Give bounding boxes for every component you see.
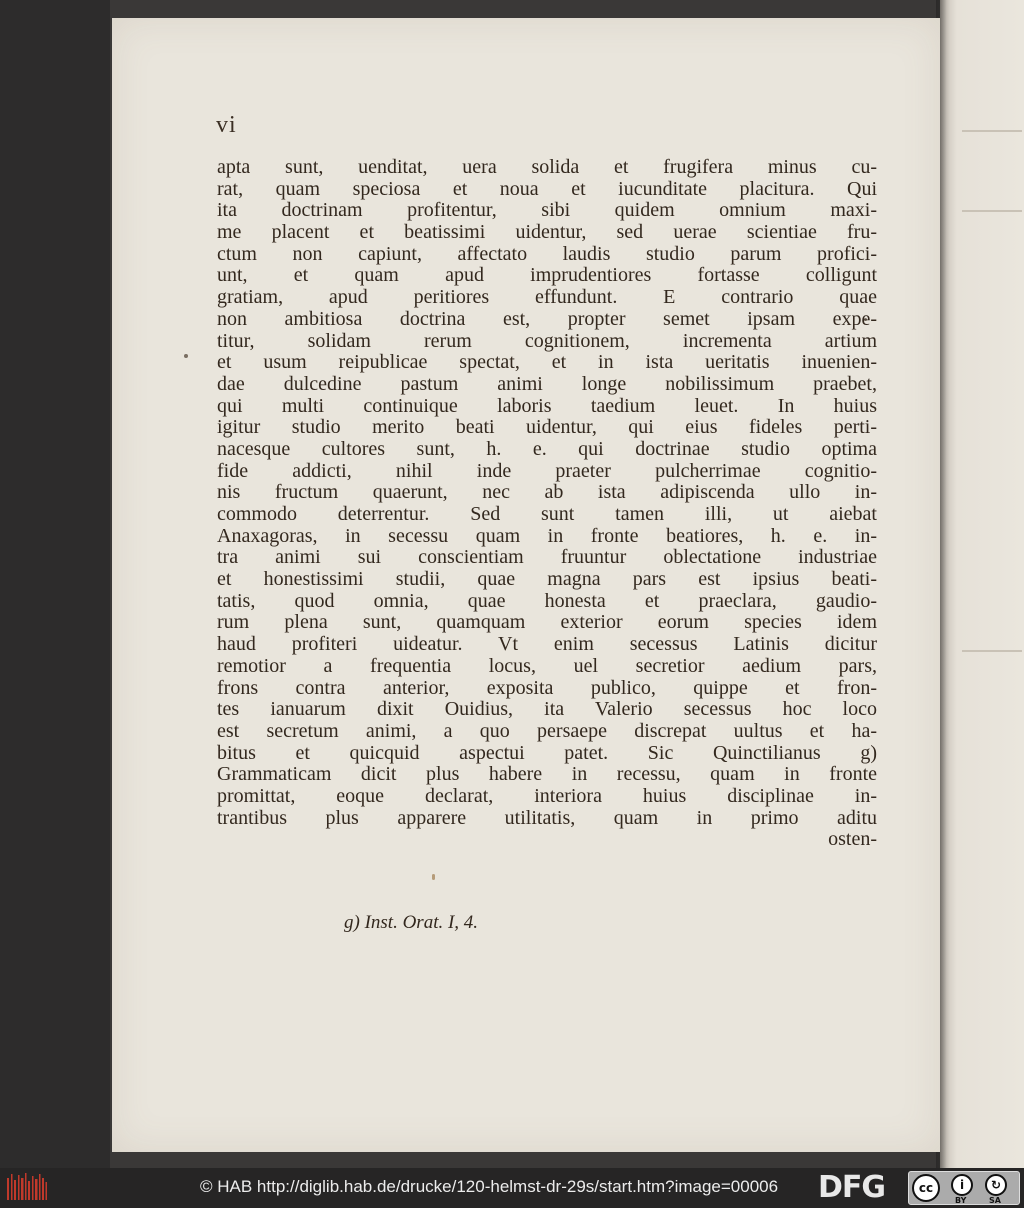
text-line: qui multi continuique laboris taedium leuet. In huius xyxy=(217,394,877,417)
text-line: dae dulcedine pastum animi longe nobilissimum praebet, xyxy=(217,372,877,395)
text-line: igitur studio merito beati uidentur, qui eius fideles perti- xyxy=(217,416,877,439)
cc-license-badge[interactable] xyxy=(908,1171,1020,1205)
text-line: non ambitiosa doctrina est, propter semet ipsam expe- xyxy=(217,307,877,330)
text-line: me placent et beatissimi uidentur, sed uerae scientiae fru- xyxy=(217,221,877,244)
hab-logo-icon xyxy=(6,1172,48,1204)
text-line: tes ianuarum dixit Ouidius, ita Valerio secessus hoc loco xyxy=(217,698,877,721)
text-line: trantibus plus apparere utilitatis, quam in primo aditu xyxy=(217,806,877,829)
text-line: Anaxagoras, in secessu quam in fronte beatiores, h. e. in- xyxy=(217,524,877,547)
text-line: apta sunt, uenditat, uera solida et frugifera minus cu- xyxy=(217,156,877,178)
page-number: vi xyxy=(216,112,237,138)
paper-speck xyxy=(184,354,188,358)
text-line: nacesque cultores sunt, h. e. qui doctrinae studio optima xyxy=(217,437,877,460)
text-line: haud profiteri uideatur. Vt enim secessus Latinis dicitur xyxy=(217,633,877,656)
cc-icon: cc xyxy=(912,1174,940,1202)
text-line: nis fructum quaerunt, nec ab ista adipiscenda ullo in- xyxy=(217,481,877,504)
text-line: rum plena sunt, quamquam exterior eorum species idem xyxy=(217,611,877,634)
text-line: promittat, eoque declarat, interiora huius disciplinae in- xyxy=(217,784,877,807)
text-line: Grammaticam dicit plus habere in recessu, quam in fronte xyxy=(217,763,877,786)
text-line: fide addicti, nihil inde praeter pulcherrimae cognitio- xyxy=(217,459,877,482)
text-line: titur, solidam rerum cognitionem, incrementa artium xyxy=(217,329,877,352)
text-line: frons contra anterior, exposita publico, quippe et fron- xyxy=(217,676,877,699)
attribution-icon: i xyxy=(951,1174,973,1196)
scan-background-left xyxy=(0,0,110,1168)
text-line: tra animi sui conscientiam fruuntur oblectatione industriae xyxy=(217,546,877,569)
text-line: osten- xyxy=(828,828,877,851)
sa-label: SA xyxy=(989,1196,1001,1205)
copyright-url[interactable]: © HAB http://diglib.hab.de/drucke/120-helmst-dr-29s/start.htm?image=00006 xyxy=(200,1177,779,1196)
text-line: bitus et quicquid aspectui patet. Sic Quinctilianus g) xyxy=(217,741,877,764)
text-line: ctum non capiunt, affectato laudis studio parum profici- xyxy=(217,242,877,265)
next-page-edge xyxy=(940,0,1024,1168)
text-line: et honestissimi studii, quae magna pars est ipsius beati- xyxy=(217,568,877,591)
text-line: et usum reipublicae spectat, et in ista ueritatis inuenien- xyxy=(217,351,877,374)
share-alike-icon: ↻ xyxy=(985,1174,1007,1196)
dfg-logo: DFG xyxy=(818,1170,886,1205)
by-label: BY xyxy=(955,1196,967,1205)
text-line: rat, quam speciosa et noua et iucunditate placitura. Qui xyxy=(217,177,877,200)
footnote: g) Inst. Orat. I, 4. xyxy=(344,912,479,933)
text-line: tatis, quod omnia, quae honesta et praeclara, gaudio- xyxy=(217,589,877,612)
footer-bar xyxy=(0,1168,1024,1208)
text-line: commodo deterrentur. Sed sunt tamen illi, ut aiebat xyxy=(217,503,877,525)
text-line: unt, et quam apud imprudentiores fortasse colligunt xyxy=(217,264,877,287)
text-line: gratiam, apud peritiores effundunt. E contrario quae xyxy=(217,286,877,309)
paper-speck xyxy=(432,874,435,880)
body-text xyxy=(217,157,877,851)
text-line: ita doctrinam profitentur, sibi quidem omnium maxi- xyxy=(217,199,877,222)
text-line: remotior a frequentia locus, uel secretior aedium pars, xyxy=(217,654,877,677)
text-line: est secretum animi, a quo persaepe discrepat uultus et ha- xyxy=(217,719,877,742)
